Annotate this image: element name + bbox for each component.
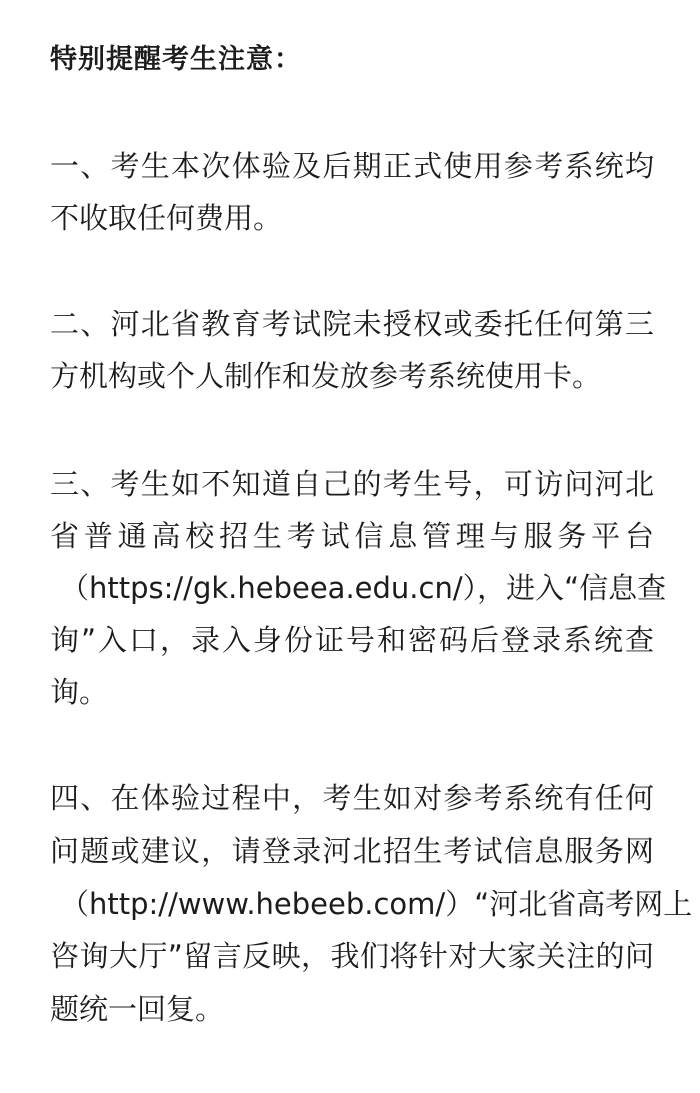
notice-3-line-2: 省普通高校招生考试信息管理与服务平台 xyxy=(50,519,654,553)
notice-3-line-4: 询”入口，录入身份证号和密码后登录系统查 xyxy=(50,623,654,657)
notice-3-line-1: 三、考生如不知道自己的考生号，可访问河北 xyxy=(50,467,654,501)
notice-3-line-5: 询。 xyxy=(50,675,109,709)
notice-4-line-2: 问题或建议，请登录河北招生考试信息服务网 xyxy=(50,834,654,868)
notice-4-line-3: （http://www.hebeeb.com/）“河北省高考网上 xyxy=(60,887,693,921)
notice-4-line-4: 咨询大厅”留言反映，我们将针对大家关注的问 xyxy=(50,939,654,973)
notice-4-line-5: 题统一回复。 xyxy=(50,992,225,1026)
notice-3-line-3: （https://gk.hebeea.edu.cn/），进入“信息查 xyxy=(60,571,667,605)
notice-2-line-2: 方机构或个人制作和发放参考系统使用卡。 xyxy=(50,359,602,393)
notice-heading: 特别提醒考生注意： xyxy=(50,44,302,75)
notice-1-line-2: 不收取任何费用。 xyxy=(50,201,283,235)
notice-2-line-1: 二、河北省教育考试院未授权或委托任何第三 xyxy=(50,307,654,341)
notice-1-line-1: 一、考生本次体验及后期正式使用参考系统均 xyxy=(50,149,654,183)
notice-4-line-1: 四、在体验过程中，考生如对参考系统有任何 xyxy=(50,781,654,815)
